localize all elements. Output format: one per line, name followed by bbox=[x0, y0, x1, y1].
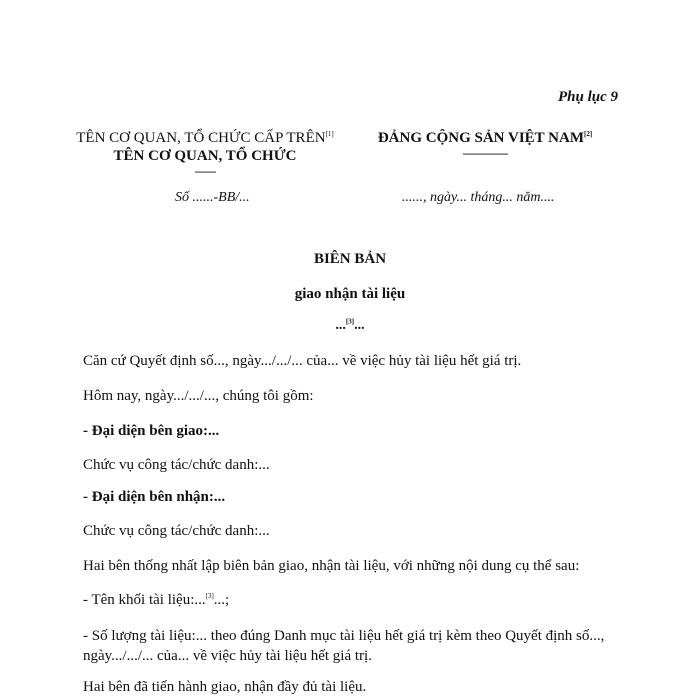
paragraph-sender-rep: - Đại diện bên giao:... bbox=[83, 423, 220, 439]
org-name: TÊN CƠ QUAN, TỔ CHỨC bbox=[113, 148, 297, 164]
footnote-ref-3: [3] bbox=[345, 317, 355, 326]
parent-org-name: TÊN CƠ QUAN, TỔ CHỨC CẤP TRÊN bbox=[76, 130, 326, 146]
issuing-org-block bbox=[60, 130, 350, 177]
party-name: ĐẢNG CỘNG SẢN VIỆT NAM bbox=[377, 130, 584, 146]
record-name-suffix: ...; bbox=[213, 592, 230, 608]
record-name-prefix: - Tên khối tài liệu:... bbox=[83, 592, 206, 608]
parent-org-line bbox=[60, 130, 350, 147]
paragraph-date: Hôm nay, ngày.../.../..., chúng tôi gồm: bbox=[83, 388, 314, 404]
paragraph-agreement: Hai bên thống nhất lập biên bản giao, nhận tài liệu, với những nội dung cụ thể sau: bbox=[83, 558, 580, 574]
appendix-label: Phụ lục 9 bbox=[557, 89, 618, 105]
paragraph-receiver-title: Chức vụ công tác/chức danh:... bbox=[83, 523, 270, 539]
document-subtitle: giao nhận tài liệu bbox=[294, 286, 406, 302]
document-reference bbox=[0, 318, 700, 334]
paragraph-receiver-rep: - Đại diện bên nhận:... bbox=[83, 489, 226, 505]
document-title: BIÊN BẢN bbox=[313, 251, 387, 267]
place-date: ......, ngày... tháng... năm.... bbox=[402, 190, 555, 205]
reference-prefix: ... bbox=[335, 318, 346, 333]
org-divider: ------- bbox=[194, 164, 216, 178]
reference-suffix: ... bbox=[354, 318, 365, 333]
paragraph-record-name bbox=[83, 592, 229, 609]
footnote-ref-1: [1] bbox=[325, 130, 334, 138]
paragraph-quantity: - Số lượng tài liệu:... theo đúng Danh mục tài liệu hết giá trị kèm theo Quyết định số..., ngày.../.../... của... về việc hủy tài liệu hết giá trị. bbox=[83, 628, 605, 664]
party-line bbox=[360, 130, 610, 147]
document-number: Số ......-BB/... bbox=[175, 190, 250, 205]
paragraph-basis: Căn cứ Quyết định số..., ngày.../.../... của... về việc hủy tài liệu hết giá trị. bbox=[83, 353, 522, 369]
paragraph-handover: Hai bên đã tiến hành giao, nhận đầy đủ tài liệu. bbox=[83, 679, 367, 695]
party-divider: --------------- bbox=[462, 146, 508, 160]
paragraph-sender-title: Chức vụ công tác/chức danh:... bbox=[83, 457, 270, 473]
footnote-ref-3b: [3] bbox=[205, 592, 214, 600]
footnote-ref-2: [2] bbox=[583, 130, 593, 138]
party-block bbox=[360, 130, 610, 159]
